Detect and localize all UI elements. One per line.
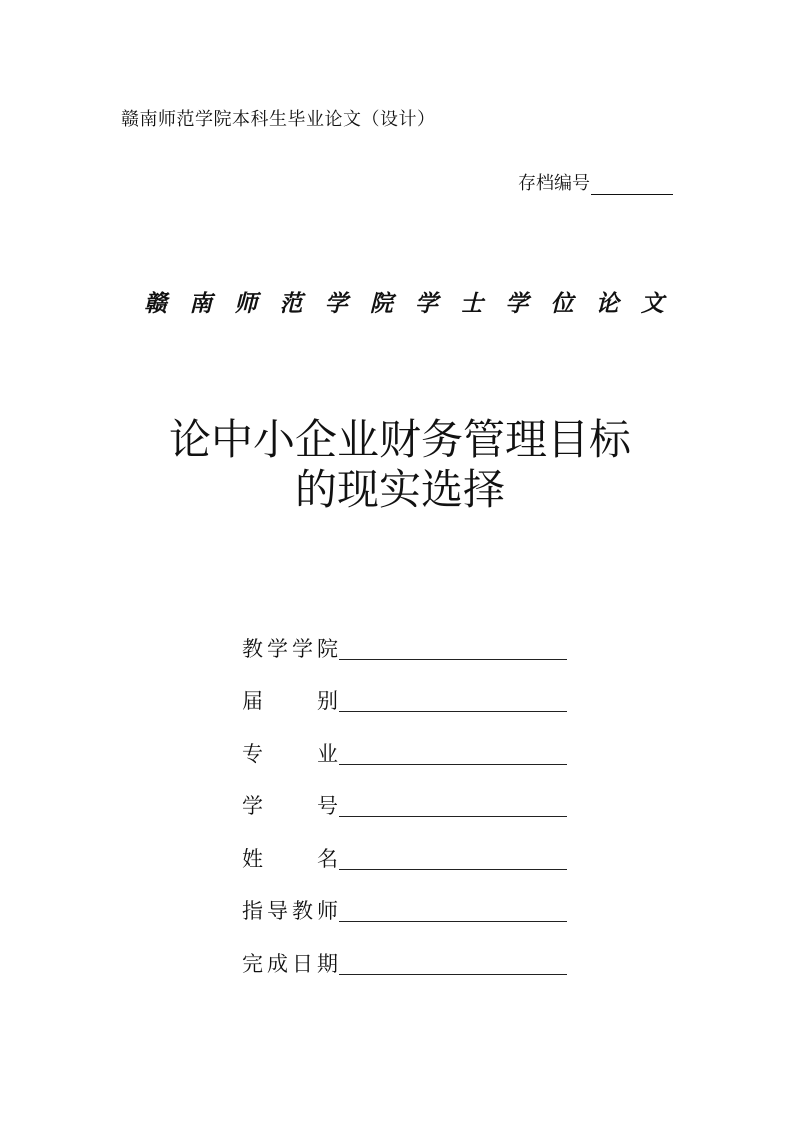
form-label: 届 别	[242, 689, 338, 713]
university-title-char: 范	[279, 290, 303, 317]
form-blank-field[interactable]	[339, 845, 567, 870]
form-row	[242, 820, 567, 873]
form-label: 姓 名	[242, 846, 338, 871]
university-title-char: 南	[189, 290, 213, 317]
form-blank-field[interactable]	[339, 740, 567, 765]
thesis-info-form	[242, 610, 567, 978]
university-title-char: 赣	[144, 290, 167, 317]
university-title-char: 师	[234, 290, 258, 317]
form-blank-field[interactable]	[339, 635, 567, 660]
university-title-char: 论	[595, 290, 619, 317]
university-title-char: 文	[640, 290, 664, 317]
university-title-char: 学	[415, 290, 439, 317]
university-title-char: 位	[550, 290, 574, 317]
form-blank-field[interactable]	[339, 687, 567, 712]
form-row	[242, 663, 567, 716]
form-label: 完 成 日 期	[242, 951, 338, 976]
thesis-title-line-2: 的现实选择	[294, 465, 505, 514]
form-blank-field[interactable]	[339, 792, 567, 817]
university-title-char: 院	[369, 290, 393, 317]
university-degree-title	[144, 285, 664, 318]
document-header: 赣南师范学院本科生毕业论文（设计）	[121, 109, 436, 130]
form-label: 专 业	[242, 741, 338, 766]
university-title-char: 学	[324, 290, 348, 317]
archive-number	[518, 169, 673, 195]
form-blank-field[interactable]	[339, 897, 567, 922]
thesis-title	[0, 415, 800, 515]
form-label: 学 号	[242, 794, 338, 818]
form-row	[242, 768, 567, 821]
form-row	[242, 610, 567, 663]
thesis-title-line-1: 论中小企业财务管理目标	[168, 415, 631, 464]
archive-number-blank	[591, 174, 673, 195]
archive-number-label: 存档编号	[518, 173, 590, 194]
university-title-char: 士	[460, 290, 484, 317]
form-row	[242, 925, 567, 978]
form-row	[242, 873, 567, 926]
university-title-char: 学	[505, 290, 529, 317]
form-label: 教 学 学 院	[242, 636, 338, 661]
form-blank-field[interactable]	[339, 950, 567, 975]
form-row	[242, 715, 567, 768]
form-label: 指 导 教 师	[242, 899, 338, 923]
